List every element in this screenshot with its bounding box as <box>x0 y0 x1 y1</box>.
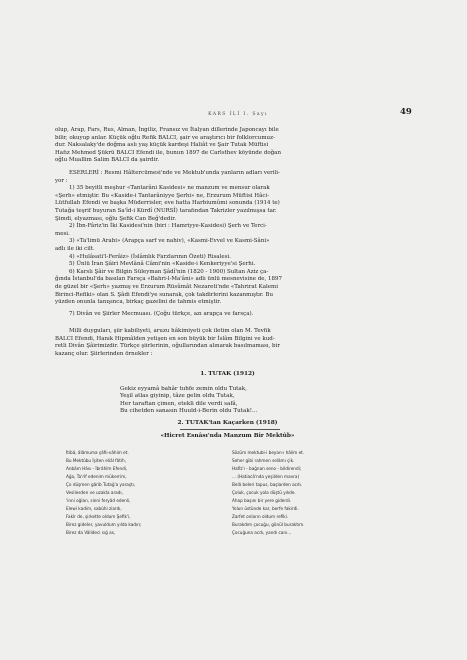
verse-line: Yeşil atlas giyinip, tâze gelin oldu Tutak, <box>120 393 235 400</box>
verse-line: 'inni oğlan, sinni feryâd edenli, <box>66 498 131 503</box>
verse-line: Belâ beleri tapus, başlarden acdı. <box>232 482 303 487</box>
text-line: Lütfullah Efendi ve başka Müderrisler, eve hatta Harbiumûmi sonunda (1914 te) <box>55 200 280 207</box>
verse-line: Bu cihetden sanasın Huuld-i-Berin oldu Tutak!... <box>120 408 258 415</box>
poem1-title: 1. TUTAK (1912) <box>200 371 255 377</box>
verse-line: Çoluk, çocuk yola düştü yılıde. <box>232 490 296 495</box>
verse-line: İtibâ, âlâmuma şâfiı-vâhim et. <box>66 450 129 455</box>
verse-line: Gekiz eyyamâ bahâr tuhfe zemin oldu Tutak, <box>120 386 247 392</box>
text-line: retli Divân Şâirimizdir. Türkçe şiirlerinin, oğullarından alınarak basılmaması, bir <box>55 343 280 350</box>
verse-line: Ahap başını bir yere giderdi. <box>232 498 292 503</box>
text-line: 5) Ünlü İran Şâiri Mevlânâ Câmi'nin «Kaside-i Kenkeriyye'si Şerhi. <box>69 261 256 268</box>
poem2-subtitle: «Hicret Esnâsı'nda Manzum Bir Mektûb» <box>160 433 295 439</box>
text-line: ğında İstanbul'da basılan Farsça «Bahri-l-Ma'âni» adlı ünlü mesnevisine de, 1897 <box>55 276 283 283</box>
text-line: 4) «Hulâsati'l-Ferâiz» (İslâmlık Farzlarının Özeti) Risalesi. <box>69 253 231 260</box>
verse-line: Ağa, Ta'rîf edenim mükerrim, <box>66 474 127 479</box>
text-line: 1) 35 beyitli meşhur «Tantarâni Kasidesi» ne manzum ve mensur olarak <box>69 185 270 192</box>
text-line: mesi. <box>55 230 70 237</box>
text-line: yüzden onunla tanışınca, birkaç gazelini de tahmis etmiştir. <box>55 299 222 306</box>
text-line: dur. Naksalaky'de doğma aslı yaş küçük kardeşi Haliât ve Şair Tutak Müftisi <box>55 142 269 149</box>
verse-line: Seher gibi rahmen selâmı çik. <box>232 458 295 463</box>
verse-line: Fakîr de, şirkette oldum Şefik'i, <box>66 514 131 519</box>
text-line: 3) «Ta'limü Arabi» (Arapça sarf ve nahiv), «Kasmi-Evvel ve Kasmi-Sâni» <box>69 238 270 245</box>
text-line: 7) Divân ve Şiirler Mecmuası. (Çoğu türkçe, azı arapça ve farsça). <box>69 310 254 317</box>
verse-line: Çocuğuna acdı, yandı canı... <box>232 530 292 535</box>
running-header: KARS İLİ I. Sayı <box>208 112 268 117</box>
text-line: 6) Karslı Şâir ve Bilgin Süleyman Şâdî'nin (1820 - 1900) Sultan Aziz ça- <box>69 268 269 275</box>
verse-line: Sözüm mektubi-i beyan-ı hâlim et. <box>232 450 305 455</box>
poem2-right-column <box>232 449 392 537</box>
verse-line: Vesilesden ve uzakla aradı, <box>66 490 123 495</box>
verse-line: Burakdım çocuğu, gönül buraktım. <box>232 522 305 527</box>
text-line: yor : <box>55 177 68 184</box>
verse-line: ... (Hatiacâ'nda yeşilden mavra) <box>232 474 300 479</box>
text-line: Birinci-Refiki» olan S. Şâdi Efendi'ye sunarak, çok takdirlerini kazanmıştır. Bu <box>55 291 274 298</box>
title-underline <box>180 429 280 430</box>
verse-line: Ço düşmen gârib Tutağ'a yaraştı, <box>66 482 136 487</box>
verse-line: Yolun üstünde kar, berfe fakirdi. <box>232 506 299 511</box>
text-line: olup, Arap, Fars, Rus, Alman, İngiliz, Fransız ve İtalyan dillerinde Japoncayı bile <box>55 127 279 133</box>
verse-line: Birez da Vâlideci sığ as, <box>66 530 116 535</box>
text-line: bilir, okuyup anlar. Küçük oğlu Refik BALCI, şair ve araştırıcı bir folklorcumuz- <box>55 134 275 141</box>
text-line: de güzel bir «Şerh» yazmış ve Erzurum Rüsûmât Nezareti'nde «Tahrirat Kalemi <box>55 283 278 290</box>
verse-line: Anbâm Hâsı - İbrâhîm Efendi, <box>66 466 128 471</box>
poem1-verses <box>120 386 360 416</box>
page-number: 49 <box>400 107 412 117</box>
poem2-left-column <box>66 449 226 537</box>
verse-line: Her taraftan çimen, etekli dile verdi safâ, <box>120 400 238 407</box>
verse-line: Zarfet onların oldum refîki. <box>232 514 289 519</box>
closing-paragraph <box>55 328 400 358</box>
verse-line: Hafîz'ı - bağnan seno - bildirendi; <box>232 466 302 471</box>
poem2-title: 2. TUTAK'tan Kaçarken (1918) <box>177 420 278 426</box>
text-line: ESERLERİ : Resmi Hâltercümesi'nde ve Mektub'unda yanların adları verili- <box>69 170 280 176</box>
verse-line: Bu Mektûbu İşiten eliâl fâtih, <box>66 458 126 463</box>
text-line: 2) İbn-Fâriz'in İki Kasidesi'nin (biri : Hamriyye-Kasidesi) Şerh ve Terci- <box>69 223 267 230</box>
intro-paragraph <box>55 127 400 165</box>
text-line: BALCI Efendi, Hanık Hipmâlden yetişen en son büyük bir İslâm Bilgini ve kud- <box>55 335 275 342</box>
text-line: Şimdi, elyazması, oğlu Şefik Can Beğ'dedir. <box>55 215 176 222</box>
text-line: adlı ile iki cilt. <box>55 245 95 252</box>
verse-line: Elewi kadim, sabûhi ziardı, <box>66 506 122 511</box>
text-line: Hafız Mehmed Şükrü BALCI Efendi ile, bunun 1897 de Carlsthev köyünde doğan <box>55 149 281 156</box>
text-line: Milli duyguları, şiir kabiliyeti, aruzu hâkimiyeti çok iletim olan M. Tevfik <box>69 328 271 334</box>
text-line: Tutağa teşrif buyuran Sa'îd-i Kürdî (NURSÎ) tarafından Takrizler yazılmışsa tar. <box>55 207 277 214</box>
text-line: oğlu Muallim Salim BALCI da şairdir. <box>55 157 159 164</box>
text-line: «Şerh» etmiştir. Bu «Kaside-i Tantarâniyye Şerhi» ne, Erzurum Müftisi Hâci- <box>55 192 270 199</box>
verse-line: Birez gideler, yavuldum yılda kadırı; <box>66 522 142 527</box>
text-line: kazanç olur. Şiirlerinden örnekler : <box>55 350 153 357</box>
works-section <box>55 170 400 318</box>
